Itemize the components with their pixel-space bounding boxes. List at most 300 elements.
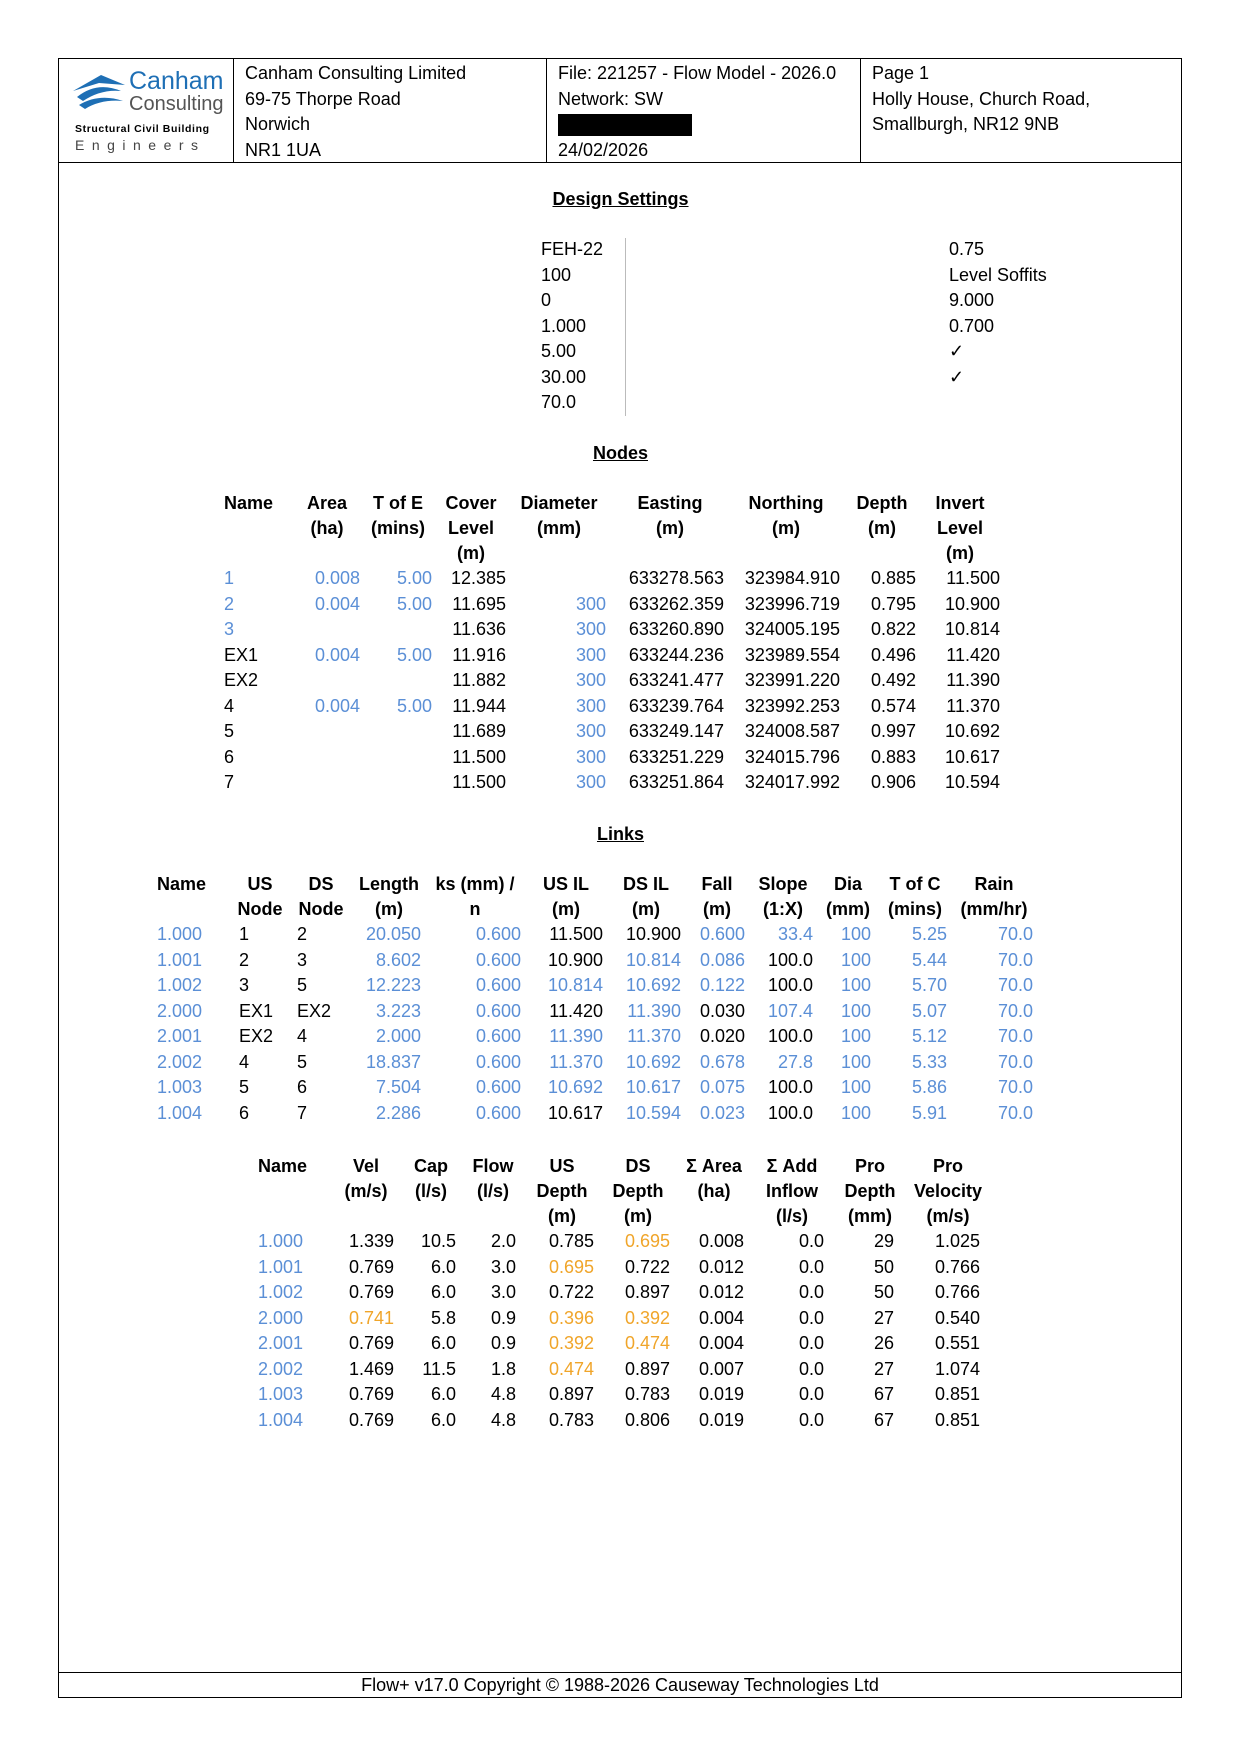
- table-row: [224, 694, 1000, 720]
- column-header-line: Velocity: [913, 1181, 983, 1201]
- column-header-line: (m): [632, 899, 660, 919]
- table-cell: 4: [297, 1026, 308, 1046]
- column-header: [425, 872, 525, 922]
- column-header: [506, 491, 612, 566]
- table-cell: 10.814: [625, 949, 681, 970]
- results-table: [258, 1154, 988, 1433]
- table-cell: 0.769: [348, 1256, 394, 1277]
- table-cell: 11.420: [549, 1000, 603, 1021]
- table-cell: 11.689: [452, 721, 506, 741]
- column-header: [294, 491, 360, 566]
- column-header-line: (m): [552, 899, 580, 919]
- table-cell: 2.002: [157, 1051, 203, 1072]
- table-cell: [360, 770, 436, 796]
- table-cell: 0.600: [475, 975, 521, 995]
- table-cell: 100: [840, 924, 871, 944]
- table-cell: 1.001: [258, 1256, 304, 1277]
- column-header: [676, 1154, 752, 1229]
- table-cell: 5: [224, 721, 235, 741]
- table-cell: EX2: [297, 1000, 332, 1021]
- file-info: [547, 59, 861, 162]
- table-cell: 1: [224, 568, 235, 588]
- table-cell: [360, 668, 436, 694]
- table-cell: 0.0: [798, 1409, 824, 1430]
- table-cell: 1.003: [157, 1077, 203, 1097]
- company-line: Norwich: [245, 114, 311, 134]
- table-cell: 6.0: [430, 1256, 456, 1277]
- table-cell: 10.692: [625, 1051, 681, 1072]
- table-cell: 0.004: [698, 1307, 744, 1328]
- table-cell: 5.00: [396, 568, 432, 588]
- table-cell: 11.420: [946, 644, 1000, 665]
- column-header-line: (m): [548, 1206, 576, 1226]
- table-cell: 0.0: [798, 1231, 824, 1251]
- table-cell: 323996.719: [744, 593, 840, 614]
- column-header-line: Area: [306, 493, 348, 513]
- network-name: Network: SW: [558, 88, 664, 109]
- table-cell: [294, 617, 360, 643]
- column-header-line: (mm): [537, 518, 581, 538]
- table-row: [258, 1306, 988, 1332]
- table-cell: 6: [297, 1077, 308, 1097]
- table-cell: 10.594: [625, 1102, 681, 1123]
- table-cell: 323991.220: [744, 670, 840, 690]
- table-cell: 0.9: [490, 1333, 516, 1353]
- table-row: [157, 1075, 1037, 1101]
- table-cell: 6: [224, 746, 235, 767]
- table-cell: 1.002: [157, 975, 203, 995]
- table-cell: 10.900: [944, 593, 1000, 614]
- table-row: [224, 617, 1000, 643]
- column-header-line: (ha): [697, 1181, 731, 1201]
- table-cell: 3: [239, 975, 250, 995]
- table-cell: 7: [224, 772, 235, 792]
- table-cell: 33.4: [777, 924, 813, 944]
- table-cell: 0.600: [475, 1000, 521, 1021]
- table-cell: 100: [840, 1026, 871, 1046]
- column-header-line: (mm): [826, 899, 870, 919]
- column-header-line: (m/s): [926, 1206, 970, 1226]
- table-cell: [360, 617, 436, 643]
- table-cell: 324017.992: [744, 772, 840, 792]
- table-cell: 12.223: [365, 975, 421, 995]
- column-header: [525, 872, 607, 922]
- table-cell: 300: [575, 746, 606, 767]
- table-cell: [506, 566, 612, 592]
- column-header-line: Inflow: [766, 1181, 818, 1201]
- table-cell: 0.795: [870, 593, 916, 614]
- nodes-table: [224, 491, 1000, 796]
- table-cell: 27: [873, 1307, 894, 1328]
- table-cell: 300: [575, 772, 606, 792]
- table-cell: 20.050: [365, 924, 421, 944]
- table-cell: 324008.587: [744, 721, 840, 741]
- table-cell: 67: [873, 1409, 894, 1430]
- setting-value: 100: [541, 264, 572, 285]
- table-cell: 323989.554: [744, 644, 840, 665]
- table-row: [258, 1382, 988, 1408]
- table-cell: 0.0: [798, 1282, 824, 1302]
- table-cell: 0.474: [548, 1358, 594, 1379]
- table-cell: 0.012: [698, 1256, 744, 1277]
- table-cell: 0.0: [798, 1307, 824, 1328]
- table-cell: 0.600: [475, 1026, 521, 1046]
- table-row: [224, 770, 1000, 796]
- table-cell: 6.0: [430, 1333, 456, 1353]
- table-cell: 5.33: [911, 1051, 947, 1072]
- table-cell: 100: [840, 1102, 871, 1123]
- table-cell: 70.0: [997, 924, 1033, 944]
- column-header-line: (m): [457, 543, 485, 563]
- table-cell: 11.500: [452, 746, 506, 767]
- column-header: [879, 872, 951, 922]
- table-cell: 100: [840, 1051, 871, 1072]
- table-cell: 8.602: [375, 949, 421, 970]
- table-cell: 0.0: [798, 1384, 824, 1404]
- table-cell: 27: [873, 1358, 894, 1379]
- column-header-line: Depth: [844, 1181, 896, 1201]
- column-header-line: Cover: [445, 493, 497, 513]
- table-cell: 5.00: [396, 695, 432, 716]
- table-cell: 11.370: [627, 1026, 681, 1046]
- design-settings-title: Design Settings: [552, 189, 689, 209]
- table-row: [224, 592, 1000, 618]
- column-header: [231, 872, 289, 922]
- table-cell: 100.0: [767, 975, 813, 995]
- setting-value: FEH-22: [541, 239, 604, 259]
- table-row: [224, 745, 1000, 771]
- table-cell: 10.692: [944, 721, 1000, 741]
- table-cell: 633251.229: [628, 746, 724, 767]
- footer-copyright: Flow+ v17.0 Copyright © 1988-2026 Causeway Technologies Ltd: [59, 1672, 1181, 1697]
- column-header-line: DS: [625, 1156, 651, 1176]
- table-cell: 5.00: [396, 644, 432, 665]
- column-header-line: (l/s): [775, 1206, 808, 1226]
- table-cell: 633239.764: [628, 695, 724, 716]
- table-cell: 0.897: [548, 1384, 594, 1404]
- table-cell: 6.0: [430, 1282, 456, 1302]
- column-header-line: Level: [447, 518, 495, 538]
- column-header: [612, 491, 728, 566]
- table-cell: 1.074: [934, 1358, 980, 1379]
- table-cell: 0.766: [934, 1256, 980, 1277]
- table-cell: 2.002: [258, 1358, 304, 1379]
- table-cell: 323992.253: [744, 695, 840, 716]
- column-header: [920, 491, 1000, 566]
- table-cell: 6.0: [430, 1384, 456, 1404]
- column-header-line: Σ Area: [686, 1156, 742, 1176]
- column-header-line: (m): [868, 518, 896, 538]
- table-cell: 5.86: [911, 1077, 947, 1097]
- table-cell: 0.769: [348, 1409, 394, 1430]
- table-cell: 1.001: [157, 949, 203, 970]
- table-cell: 11.944: [452, 695, 506, 716]
- table-cell: 4: [239, 1051, 250, 1072]
- column-header-line: Flow: [472, 1156, 514, 1176]
- column-header: [360, 491, 436, 566]
- table-cell: 3: [297, 949, 308, 970]
- table-row: [258, 1229, 988, 1255]
- table-cell: 11.5: [422, 1358, 456, 1379]
- table-cell: 0.392: [548, 1333, 594, 1353]
- table-cell: 0.9: [490, 1307, 516, 1328]
- column-header-line: (1:X): [763, 899, 803, 919]
- column-header: [436, 491, 506, 566]
- table-cell: 100: [840, 1000, 871, 1021]
- setting-value: ✓: [949, 366, 965, 387]
- setting-value: ✓: [949, 341, 965, 361]
- table-cell: 5.8: [430, 1307, 456, 1328]
- table-cell: 300: [575, 695, 606, 716]
- company-address: [234, 59, 547, 162]
- table-cell: 2.000: [258, 1307, 304, 1328]
- table-cell: 50: [873, 1282, 894, 1302]
- table-cell: 1.8: [490, 1358, 516, 1379]
- table-cell: 0.883: [870, 746, 916, 767]
- column-header-line: (l/s): [476, 1181, 509, 1201]
- table-cell: 300: [575, 593, 606, 614]
- column-header-line: Cap: [413, 1156, 448, 1176]
- column-header-line: DS: [308, 874, 334, 894]
- table-cell: 633262.359: [628, 593, 724, 614]
- table-cell: 2: [239, 949, 250, 970]
- setting-value: 30.00: [541, 366, 587, 387]
- table-cell: 0.020: [699, 1026, 745, 1046]
- table-cell: 633251.864: [628, 772, 724, 792]
- table-cell: 10.617: [944, 746, 1000, 767]
- table-cell: EX1: [224, 644, 259, 665]
- table-cell: EX2: [224, 670, 259, 690]
- table-row: [224, 566, 1000, 592]
- table-cell: 0.574: [870, 695, 916, 716]
- links-title: Links: [596, 824, 644, 844]
- table-cell: 0.007: [698, 1358, 744, 1379]
- table-cell: 11.500: [549, 924, 603, 944]
- table-cell: 0.678: [699, 1051, 745, 1072]
- table-cell: 6: [239, 1102, 250, 1123]
- table-cell: 0.851: [934, 1384, 980, 1404]
- table-cell: 10.814: [944, 619, 1000, 639]
- table-cell: 0.600: [475, 949, 521, 970]
- table-cell: 5: [239, 1077, 250, 1097]
- column-header-line: Length: [359, 874, 419, 894]
- table-cell: 27.8: [777, 1051, 813, 1072]
- table-cell: 0.806: [624, 1409, 670, 1430]
- setting-value: 70.0: [541, 392, 577, 412]
- table-cell: [294, 719, 360, 745]
- table-cell: 2.286: [375, 1102, 421, 1123]
- table-cell: 1.003: [258, 1384, 304, 1404]
- column-header: [817, 872, 879, 922]
- column-header-line: (mm): [848, 1206, 892, 1226]
- column-header-line: Slope: [758, 874, 808, 894]
- table-row: [258, 1255, 988, 1281]
- table-cell: 300: [575, 619, 606, 639]
- table-row: [224, 719, 1000, 745]
- table-cell: 10.692: [547, 1077, 603, 1097]
- column-header-line: (mm/hr): [960, 899, 1028, 919]
- file-name: File: 221257 - Flow Model - 2026.0: [558, 63, 837, 83]
- settings-divider: [625, 238, 626, 416]
- table-cell: 633244.236: [628, 644, 724, 665]
- column-header-line: Easting: [637, 493, 703, 513]
- table-cell: 633249.147: [628, 721, 724, 741]
- column-header: [157, 872, 231, 922]
- table-cell: 2: [224, 593, 235, 614]
- table-cell: 2: [297, 924, 308, 944]
- table-cell: 633260.890: [628, 619, 724, 639]
- table-cell: [360, 719, 436, 745]
- logo-line2: Consulting: [129, 93, 224, 115]
- table-cell: 0.783: [624, 1384, 670, 1404]
- nodes-title: Nodes: [592, 443, 648, 463]
- table-cell: 70.0: [997, 1077, 1033, 1097]
- table-cell: 5.25: [911, 924, 947, 944]
- column-header-line: (m): [624, 1206, 652, 1226]
- table-row: [157, 1101, 1037, 1127]
- table-cell: 0.075: [699, 1077, 745, 1097]
- column-header-line: (m/s): [344, 1181, 388, 1201]
- table-cell: [294, 668, 360, 694]
- table-cell: 0.392: [624, 1307, 670, 1328]
- table-row: [157, 999, 1037, 1025]
- table-cell: 0.019: [698, 1409, 744, 1430]
- column-header: [289, 872, 353, 922]
- column-header-line: n: [469, 899, 481, 919]
- table-cell: 70.0: [997, 1051, 1033, 1072]
- column-header-line: (l/s): [414, 1181, 447, 1201]
- column-header-line: (m): [703, 899, 731, 919]
- column-header: [400, 1154, 462, 1229]
- column-header-line: (m): [772, 518, 800, 538]
- column-header-line: Node: [237, 899, 283, 919]
- table-cell: 5.07: [911, 1000, 947, 1021]
- table-cell: 300: [575, 644, 606, 665]
- table-cell: 11.882: [452, 670, 506, 690]
- column-header-line: Name: [224, 493, 274, 513]
- table-cell: 0.769: [348, 1282, 394, 1302]
- table-cell: 11.916: [452, 644, 506, 665]
- table-cell: 5.44: [911, 949, 947, 970]
- column-header: [908, 1154, 988, 1229]
- column-header-line: Rain: [974, 874, 1014, 894]
- column-header: [752, 1154, 832, 1229]
- table-cell: 70.0: [997, 1026, 1033, 1046]
- table-cell: [294, 745, 360, 771]
- setting-value: 0.75: [949, 239, 985, 259]
- column-header: [832, 1154, 908, 1229]
- table-cell: 0.030: [699, 1000, 745, 1021]
- column-header: [607, 872, 685, 922]
- column-header-line: Name: [258, 1156, 308, 1176]
- table-cell: 10.617: [547, 1102, 603, 1123]
- report-date: 24/02/2026: [558, 139, 649, 160]
- header-row: [224, 491, 1000, 566]
- table-row: [224, 668, 1000, 694]
- table-row: [258, 1280, 988, 1306]
- table-cell: 0.600: [475, 1102, 521, 1123]
- table-cell: 2.001: [157, 1026, 203, 1046]
- table-cell: 100.0: [767, 1102, 813, 1123]
- company-line: 69-75 Thorpe Road: [245, 88, 401, 109]
- table-cell: 11.500: [946, 568, 1000, 588]
- table-cell: 5.70: [911, 975, 947, 995]
- column-header-line: (m): [375, 899, 403, 919]
- table-row: [157, 922, 1037, 948]
- table-cell: 0.008: [314, 568, 360, 588]
- column-header: [258, 1154, 332, 1229]
- column-header: [524, 1154, 600, 1229]
- table-cell: 0.822: [870, 619, 916, 639]
- table-cell: 1.025: [934, 1231, 980, 1251]
- column-header: [462, 1154, 524, 1229]
- page-number: Page 1: [872, 63, 930, 83]
- table-row: [157, 973, 1037, 999]
- table-cell: 0.008: [698, 1231, 744, 1251]
- table-cell: 633241.477: [628, 670, 724, 690]
- column-header-line: T of E: [373, 493, 423, 513]
- table-cell: 0.769: [348, 1333, 394, 1353]
- table-cell: 11.390: [627, 1000, 681, 1021]
- table-cell: 0.885: [870, 568, 916, 588]
- table-cell: 0.769: [348, 1384, 394, 1404]
- column-header: [332, 1154, 400, 1229]
- table-cell: 10.900: [625, 924, 681, 944]
- setting-value: 0: [541, 290, 552, 310]
- table-cell: 11.370: [946, 695, 1000, 716]
- table-cell: 0.0: [798, 1333, 824, 1353]
- column-header: [951, 872, 1037, 922]
- table-row: [157, 1024, 1037, 1050]
- table-cell: 11.500: [452, 772, 506, 792]
- column-header-line: T of C: [889, 874, 941, 894]
- table-cell: 26: [873, 1333, 894, 1353]
- table-cell: 0.997: [870, 721, 916, 741]
- table-cell: 0.897: [624, 1358, 670, 1379]
- column-header-line: Level: [936, 518, 984, 538]
- table-row: [258, 1357, 988, 1383]
- site-line: Smallburgh, NR12 9NB: [872, 114, 1060, 134]
- table-cell: 0.722: [624, 1256, 670, 1277]
- table-cell: 5.91: [911, 1102, 947, 1123]
- table-cell: 0.897: [624, 1282, 670, 1302]
- table-cell: 100: [840, 975, 871, 995]
- page-info: [861, 59, 1183, 162]
- table-cell: 0.695: [624, 1231, 670, 1251]
- table-cell: 0.004: [314, 593, 360, 614]
- table-cell: 0.0: [798, 1256, 824, 1277]
- company-line: Canham Consulting Limited: [245, 63, 467, 83]
- column-header: [353, 872, 425, 922]
- table-cell: 1.002: [258, 1282, 304, 1302]
- table-cell: 5.00: [396, 593, 432, 614]
- logo-line3: Structural Civil Building: [75, 123, 210, 135]
- table-cell: 2.000: [157, 1000, 203, 1021]
- logo-icon: [71, 71, 127, 113]
- column-header-line: Diameter: [520, 493, 598, 513]
- table-cell: 1.000: [157, 924, 203, 944]
- table-cell: 324005.195: [744, 619, 840, 639]
- table-cell: 300: [575, 721, 606, 741]
- table-cell: [360, 745, 436, 771]
- table-row: [224, 643, 1000, 669]
- column-header-line: (m): [656, 518, 684, 538]
- table-cell: 70.0: [997, 1000, 1033, 1021]
- table-cell: 0.906: [870, 772, 916, 792]
- column-header-line: Node: [298, 899, 344, 919]
- table-cell: 50: [873, 1256, 894, 1277]
- table-cell: 323984.910: [744, 568, 840, 588]
